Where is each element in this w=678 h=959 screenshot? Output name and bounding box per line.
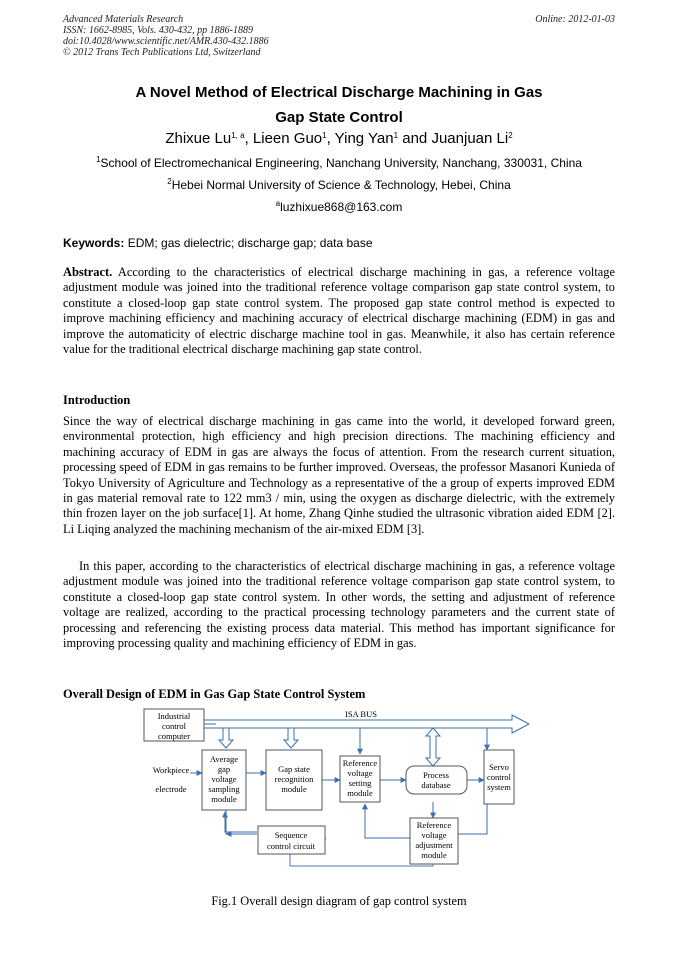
gap-module-label: recognition [274, 774, 314, 784]
author-sup: 1, a [231, 131, 245, 140]
abstract-text: According to the characteristics of electrical discharge machining in gas, a reference voltage adjustment module was joined into the traditional reference voltage comparison gap state control system, to constitute a closed-loop gap state control system. The proposed gap state control method is expected to improve machining efficiency and machining accuracy of electrical discharge machining (EDM) in gas and improve the automaticity of electric discharge machine tool in gas. Meanwhile, it also has certain reference value for the traditional electrical discharge machining gap state control. [63, 265, 615, 357]
author-sup: 1 [393, 131, 399, 140]
affiliation-sup: 1 [96, 155, 101, 164]
servo-label: control [486, 772, 512, 782]
gap-module-label: Gap state [278, 764, 310, 774]
process-db-label: Process [423, 770, 449, 780]
electrode-label: electrode [155, 784, 187, 794]
author-name: Lieen Guo [252, 130, 323, 147]
sequence-label: Sequence [274, 830, 308, 840]
title-line-2: Gap State Control [275, 109, 403, 126]
paper-title [63, 80, 615, 130]
issn-line: ISSN: 1662-8985, Vols. 430-432, pp 1886-1889 [63, 25, 253, 36]
affiliation-2 [63, 177, 615, 193]
servo-label: system [487, 782, 511, 792]
abstract-label: Abstract. [63, 265, 113, 279]
copyright-line: © 2012 Trans Tech Publications Ltd, Switzerland [63, 47, 261, 58]
introduction-heading: Introduction [63, 393, 131, 407]
author-name: Juanjuan Li [431, 130, 509, 147]
author-sep: , [326, 130, 335, 147]
process-db-label: database [421, 780, 451, 790]
bus-to-gap-arrow [284, 728, 298, 748]
bus-db-double-arrow [426, 728, 440, 766]
journal-name: Advanced Materials Research [63, 14, 184, 25]
keywords-text: EDM; gas dielectric; discharge gap; data base [124, 236, 373, 250]
average-module-label: voltage [211, 774, 237, 784]
ref-setting-label: voltage [347, 768, 373, 778]
ref-setting-label: module [347, 788, 373, 798]
bus-to-average-arrow [219, 728, 233, 748]
keywords [63, 235, 615, 251]
author-sup: 2 [508, 131, 513, 140]
isa-bus-label: ISA BUS [345, 709, 377, 719]
affiliation-sup: 2 [167, 177, 172, 186]
affiliation-text: School of Electromechanical Engineering, Nanchang University, Nanchang, 330031, China [100, 156, 582, 170]
ref-adjust-label: module [421, 850, 447, 860]
author-name: Zhixue Lu [165, 130, 232, 147]
author-email [63, 199, 615, 215]
introduction-paragraph-2: In this paper, according to the characteristics of electrical discharge machining in gas, a reference voltage adjustment module was joined into the traditional reference voltage comparison gap state control system, to constitute a closed-loop gap state control system. In other words, the setting and adjustment of reference voltage are realized, according to the practical processing technology parameters and the current state of processing and referencing the existing process data material. This method has important significance for improving processing quality and machining efficiency of EDM in gas. [63, 559, 615, 651]
average-module-label: sampling [208, 784, 240, 794]
sequence-label: control circuit [267, 841, 315, 851]
computer-label: control [161, 721, 187, 731]
online-date: Online: 2012-01-03 [535, 14, 615, 25]
average-module-label: Average [209, 754, 239, 764]
author-sep: and [398, 130, 432, 147]
ref-setting-label: setting [348, 778, 372, 788]
workpiece-label: Workpiece [152, 765, 190, 775]
ref-adjust-label: Reference [416, 820, 452, 830]
servo-label: Servo [489, 762, 509, 772]
computer-label: Industrial [157, 711, 191, 721]
ref-adjust-label: voltage [421, 830, 447, 840]
abstract [63, 265, 615, 357]
block-diagram [140, 706, 530, 881]
author-name: Ying Yan [334, 130, 394, 147]
ref-adjust-label: adjustment [415, 840, 453, 850]
author-sup: 1 [322, 131, 327, 140]
email-text: luzhixue868@163.com [280, 200, 403, 214]
keywords-label: Keywords: [63, 236, 125, 250]
affiliation-text: Hebei Normal University of Science & Technology, Hebei, China [171, 178, 511, 192]
author-list [63, 129, 615, 149]
figure-caption: Fig.1 Overall design diagram of gap control system [211, 894, 467, 908]
ref-setting-label: Reference [342, 758, 378, 768]
email-sup: a [275, 199, 281, 208]
affiliation-1 [63, 155, 615, 171]
computer-label: computer [157, 731, 191, 741]
author-sep: , [244, 130, 253, 147]
average-module-label: gap [217, 764, 231, 774]
title-line-1: A Novel Method of Electrical Discharge Machining in Gas [135, 84, 543, 101]
running-header [63, 14, 615, 58]
average-module-label: module [211, 794, 237, 804]
section-heading-overall-design: Overall Design of EDM in Gas Gap State Control System [63, 687, 366, 701]
doi-line: doi:10.4028/www.scientific.net/AMR.430-432.1886 [63, 36, 269, 47]
gap-module-label: module [281, 784, 307, 794]
introduction-paragraph-1: Since the way of electrical discharge machining in gas came into the world, it developed forward green, environmental protection, high efficiency and high precision directions. The machining efficiency and machining accuracy of EDM in gas are always the focus of attention. From the research current situation, processing speed of EDM in gas remains to be further improved. Overseas, the professor Masanori Kunieda of Tokyo University of Agriculture and Technology as a representative of the a group of experts improved EDM in gas material removal rate to 122 mm3 / min, using the oxygen as discharge dielectric, with the extremely thin frozen layer on the job surface[1]. At home, Zhang Qinhe studied the ultrasonic vibration aided EDM [2]. Li Liqing analyzed the machining mechanism of the air-mixed EDM [3]. [63, 414, 615, 536]
